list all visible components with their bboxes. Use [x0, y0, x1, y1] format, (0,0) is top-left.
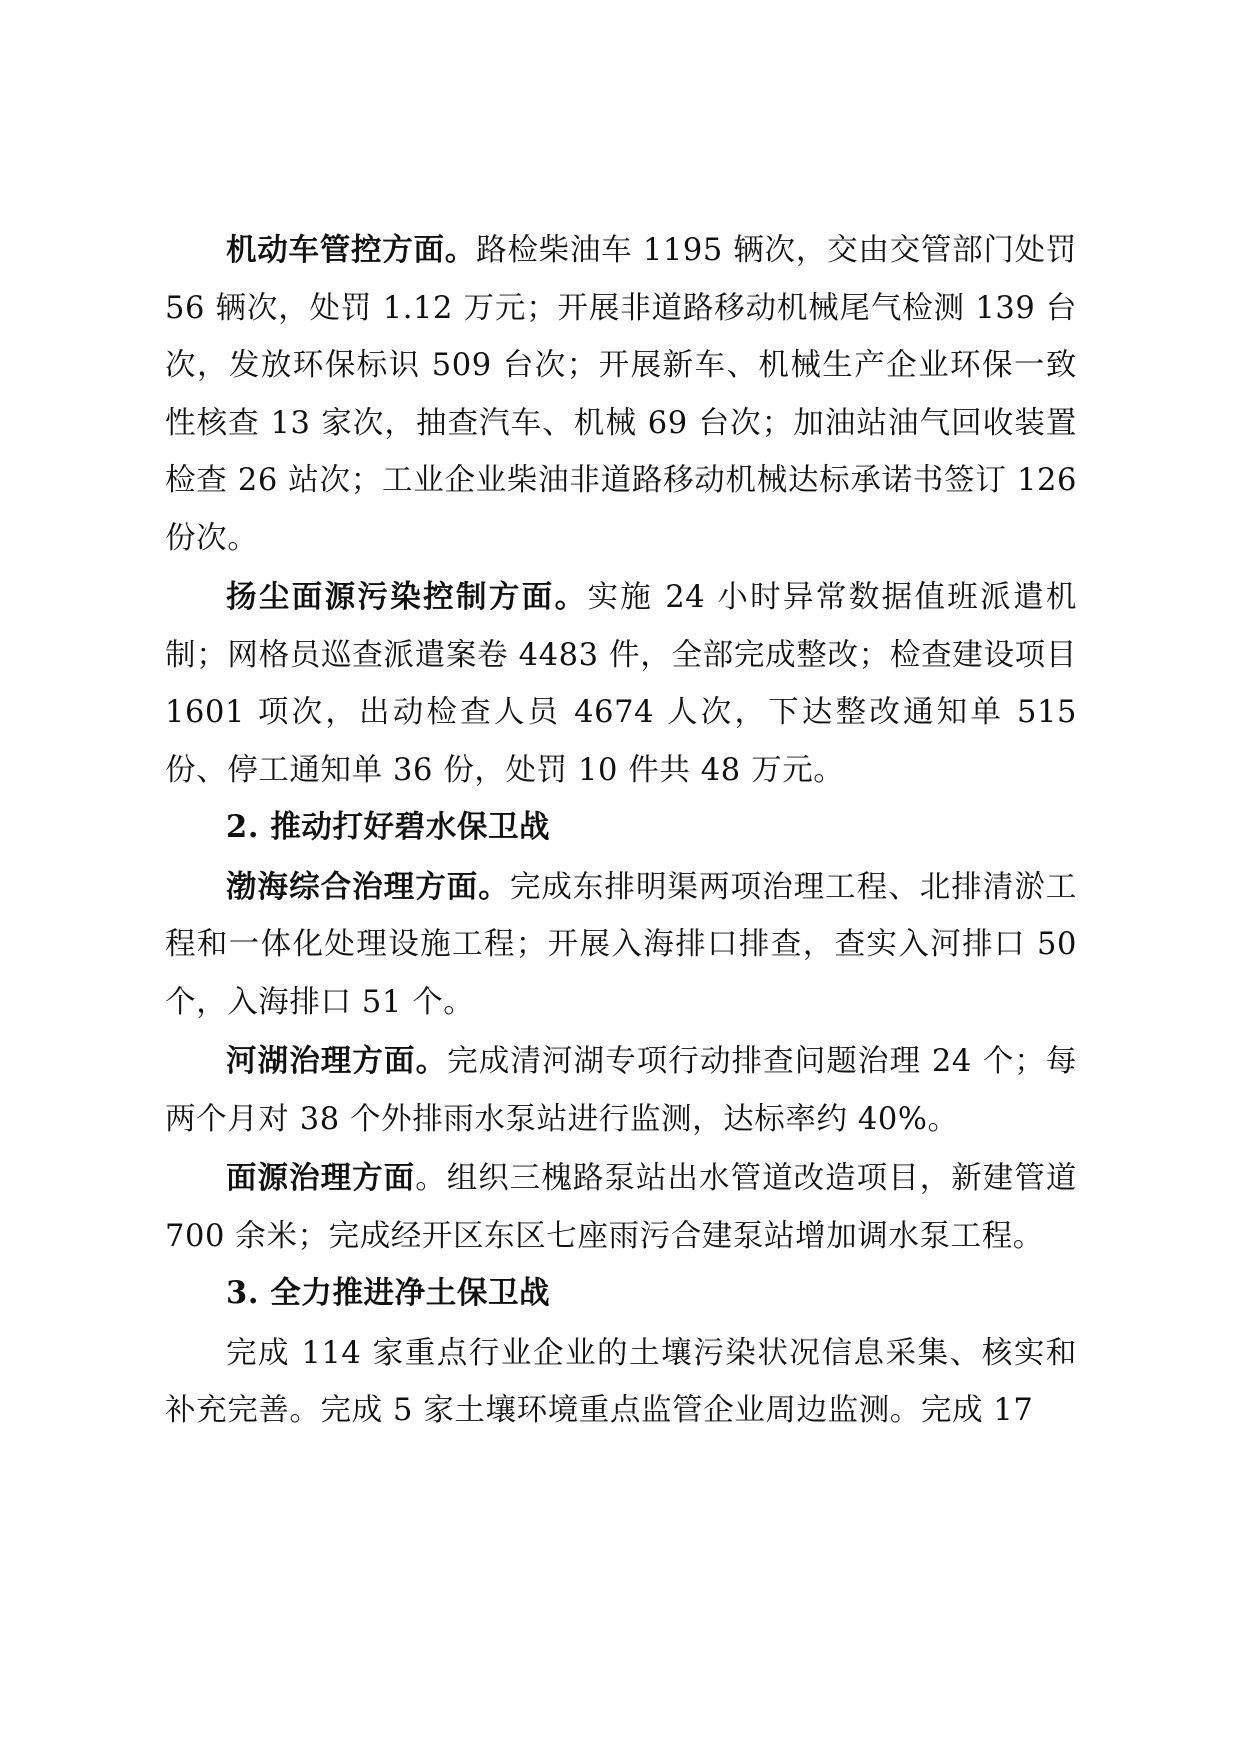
paragraph-motor-vehicle: [165, 222, 1077, 567]
body-dust-control: 实施 24 小时异常数据值班派遣机制；网格员巡查派遣案卷 4483 件，全部完成整改；检查建设项目 1601 项次，出动检查人员 4674 人次，下达整改通知单 515 份、停工通知单 36 份，处罚 10 件共 48 万元。: [165, 580, 1077, 788]
lead-rivers: 河湖治理方面。: [226, 1043, 448, 1079]
paragraph-rivers: [165, 1033, 1077, 1148]
paragraph-soil: [165, 1325, 1077, 1440]
body-soil: 完成 114 家重点行业企业的土壤污染状况信息采集、核实和补充完善。完成 5 家土壤环境重点监管企业周边监测。完成 17: [165, 1335, 1077, 1428]
heading-water: 2. 推动打好碧水保卫战: [226, 809, 551, 845]
paragraph-nonpoint: [165, 1150, 1077, 1265]
document-page: [165, 222, 1077, 1440]
paragraph-bohai: [165, 859, 1077, 1032]
lead-bohai: 渤海综合治理方面。: [226, 868, 510, 905]
lead-nonpoint: 面源治理方面: [226, 1160, 416, 1196]
body-motor-vehicle: 路检柴油车 1195 辆次，交由交管部门处罚 56 辆次，处罚 1.12 万元；开展非道路移动机械尾气检测 139 台次，发放环保标识 509 台次；开展新车、机械生产企业环保一致性核查 13 家次，抽查汽车、机械 69 台次；加油站油气回收装置检查 26 站次；工业企业柴油非道路移动机械达标承诺书签订 126 份次。: [165, 233, 1077, 556]
paragraph-dust-control: [165, 569, 1077, 799]
body-rivers: 完成清河湖专项行动排查问题治理 24 个；每两个月对 38 个外排雨水泵站进行监测，达标率约 40%。: [165, 1044, 1077, 1137]
heading-soil: 3. 全力推进净土保卫战: [226, 1275, 551, 1311]
lead-dust-control: 扬尘面源污染控制方面。: [226, 579, 588, 615]
lead-motor-vehicle: 机动车管控方面。: [226, 232, 477, 268]
body-bohai: 完成东排明渠两项治理工程、北排清淤工程和一体化处理设施工程；开展入海排口排查，查实入河排口 50 个，入海排口 51 个。: [165, 869, 1077, 1020]
body-nonpoint: 。组织三槐路泵站出水管道改造项目，新建管道 700 余米；完成经开区东区七座雨污合建泵站增加调水泵工程。: [165, 1161, 1077, 1254]
